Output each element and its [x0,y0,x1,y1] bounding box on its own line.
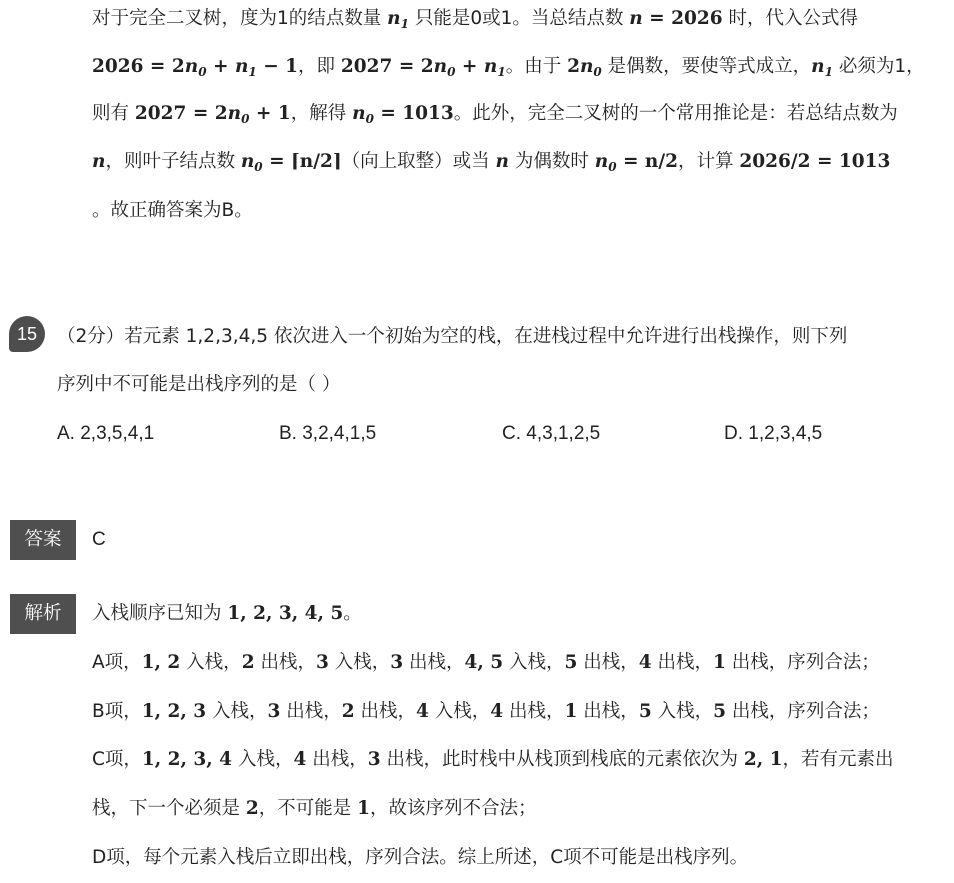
prev-explanation-line-4: n，则叶子结点数 $n_0$ = ⌈n/2⌉（向上取整）或当 n 为偶数时 $n_0 = n/2$，计算 2026/2 = 1013 [92,151,891,174]
option-d[interactable]: D. 1,2,3,4,5 [724,423,823,444]
analysis-line-c1: C项，1, 2, 3, 4 入栈，4 出栈，3 出栈，此时栈中从栈顶到栈底的元素依次为 2, 1，若有元素出 [92,749,894,770]
analysis-line-d: D项，每个元素入栈后立即出栈，序列合法。综上所述，C项不可能是出栈序列。 [92,847,749,868]
answer-value: C [92,529,106,550]
analysis-tag: 解析 [10,594,76,634]
option-c[interactable]: C. 4,3,1,2,5 [502,423,601,444]
analysis-line-a: A项，1, 2 入栈，2 出栈，3 入栈，3 出栈，4, 5 入栈，5 出栈，4 出栈，1 出栈，序列合法； [92,652,880,673]
prev-explanation-line-1: 对于完全二叉树，度为1的结点数量 $n_1$ 只能是0或1。当总结点数 n = 2026 时，代入公式得 [92,8,858,31]
prev-explanation-line-5: 。故正确答案为B。 [92,200,253,221]
prev-explanation-line-2: $2026 = 2n_0 + n_1 - 1$，即 $2027 = 2n_0 + n_1$。由于 $2n_0$ 是偶数，要使等式成立，$n_1$ 必须为1， [92,56,925,79]
analysis-line-0: 入栈顺序已知为 1, 2, 3, 4, 5。 [92,603,362,624]
option-b[interactable]: B. 3,2,4,1,5 [279,423,377,444]
analysis-line-b: B项，1, 2, 3 入栈，3 出栈，2 出栈，4 入栈，4 出栈，1 出栈，5 入栈，5 出栈，序列合法； [92,701,880,722]
analysis-line-c2: 栈，下一个必须是 2，不可能是 1，故该序列不合法； [92,798,537,819]
answer-tag: 答案 [10,520,76,560]
option-a[interactable]: A. 2,3,5,4,1 [57,423,155,444]
math-n1: $n_1$ [387,8,409,31]
prev-explanation-line-3: 则有 $2027 = 2n_0 + 1$，解得 $n_0 = 1013$。此外，完全二叉树的一个常用推论是：若总结点数为 [92,103,898,126]
question-text-line-2: 序列中不可能是出栈序列的是（ ） [57,374,341,395]
question-number-badge: 15 [9,316,45,352]
question-text-line-1: （2分）若元素 1,2,3,4,5 依次进入一个初始为空的栈，在进栈过程中允许进行出栈操作，则下列 [57,326,848,347]
